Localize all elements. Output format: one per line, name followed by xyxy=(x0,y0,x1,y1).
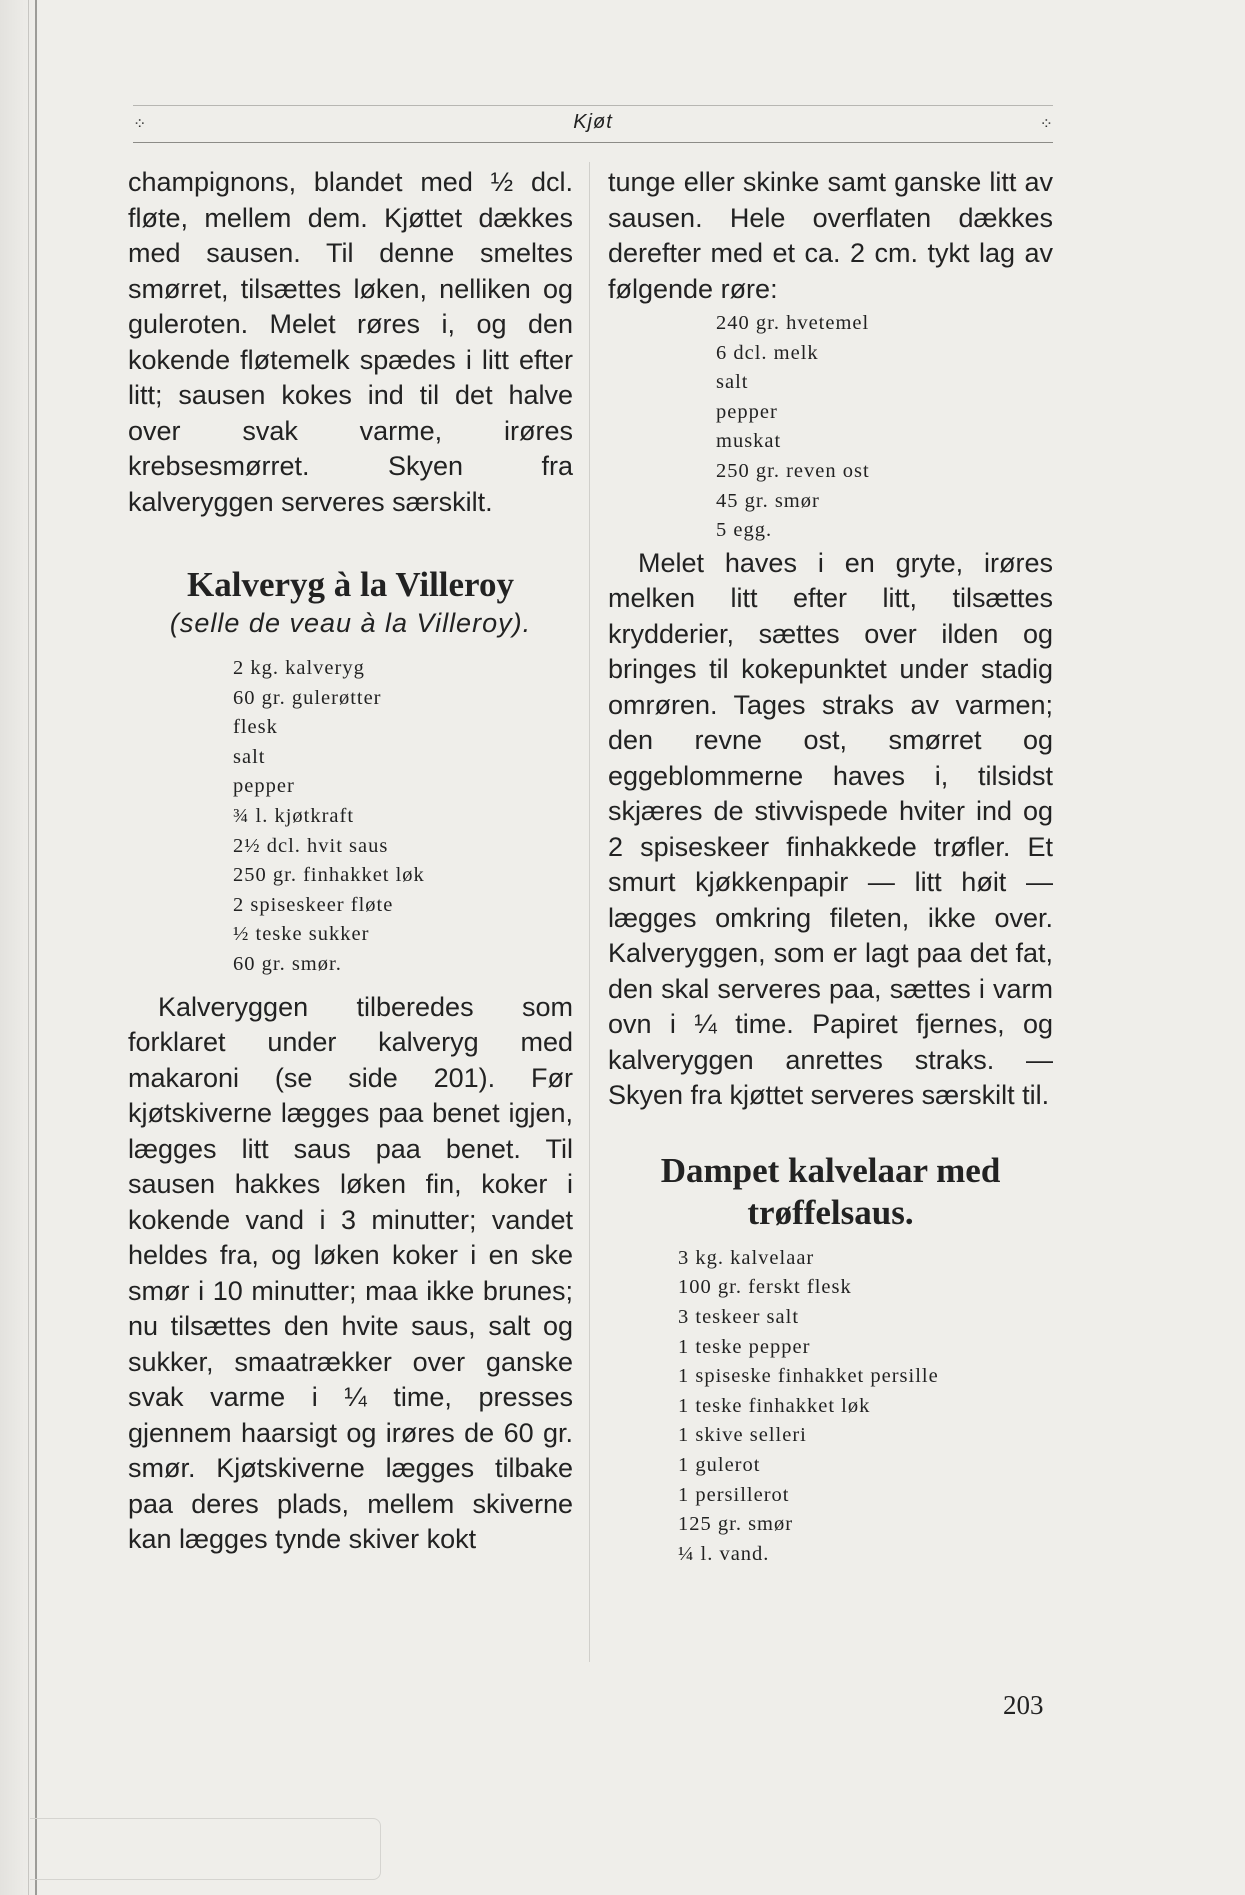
ingredient-item: 250 gr. reven ost xyxy=(716,459,870,482)
binding-shadow-line xyxy=(28,0,29,1895)
right-intro-paragraph: tunge eller skinke samt ganske litt av sausen. Hele overflaten dækkes derefter med et ca. 2 cm. tykt lag av følgende røre: xyxy=(608,167,1053,304)
ornament-right-icon: ⁘ xyxy=(1039,116,1053,133)
ingredient-item: 1 gulerot xyxy=(678,1453,761,1476)
ingredient-item: ¾ l. kjøtkraft xyxy=(233,804,355,827)
ingredient-item: 1 persillerot xyxy=(678,1483,790,1506)
ornament-left-icon: ⁘ xyxy=(133,116,147,133)
ingredient-item: muskat xyxy=(716,430,782,453)
ingredient-list xyxy=(716,309,1053,546)
ingredient-item: ¼ l. vand. xyxy=(678,1542,770,1565)
ingredient-item: ½ teske sukker xyxy=(233,923,370,946)
recipe-subtitle: (selle de veau à la Villeroy). xyxy=(169,608,532,638)
right-column xyxy=(608,165,1053,1569)
ingredient-item: 2½ dcl. hvit saus xyxy=(233,834,389,857)
binding-line xyxy=(35,0,37,1895)
binding-edge xyxy=(0,0,40,1895)
ingredient-item: 2 spiseskeer fløte xyxy=(233,893,394,916)
page-mark xyxy=(30,1818,381,1880)
ingredient-item: 3 kg. kalvelaar xyxy=(678,1246,815,1269)
page-number: 203 xyxy=(1003,1690,1044,1720)
ingredient-item: pepper xyxy=(233,775,295,798)
ingredient-item: salt xyxy=(716,371,749,394)
ingredient-item: 250 gr. finhakket løk xyxy=(233,864,425,887)
ingredient-item: 6 dcl. melk xyxy=(716,341,819,364)
ingredient-item: 45 gr. smør xyxy=(716,489,820,512)
column-divider xyxy=(589,162,590,1662)
ingredient-item: 2 kg. kalveryg xyxy=(233,657,365,679)
ingredient-item: 100 gr. ferskt flesk xyxy=(678,1276,852,1299)
running-header xyxy=(133,105,1053,143)
ingredient-item: 1 skive selleri xyxy=(678,1424,807,1447)
left-column xyxy=(128,165,573,1558)
ingredient-item: 1 teske pepper xyxy=(678,1335,811,1358)
ingredient-item: 1 spiseske finhakket persille xyxy=(678,1365,939,1388)
ingredient-item: salt xyxy=(233,745,266,768)
ingredient-list xyxy=(678,1244,1053,1570)
ingredient-item: 1 teske finhakket løk xyxy=(678,1394,871,1417)
ingredient-item: 60 gr. gulerøtter xyxy=(233,686,382,709)
left-intro-paragraph: champignons, blandet med ½ dcl. fløte, mellem dem. Kjøttet dækkes med sausen. Til denne smeltes smørret, tilsættes løken, nelliken og guleroten. Melet røres i, og den kokende fløtemelk spædes i litt efter litt; sausen kokes ind til det halve over svak varme, irøres krebsesmørret. Skyen fra kalveryggen serveres særskilt. xyxy=(128,167,573,517)
ingredient-item: 3 teskeer salt xyxy=(678,1305,800,1328)
ingredient-item: 240 gr. hvetemel xyxy=(716,312,870,334)
ingredient-item: pepper xyxy=(716,400,778,423)
recipe2-title: Dampet kalvelaar med trøffelsaus. xyxy=(660,1150,1001,1232)
right-method-paragraph: Melet haves i en gryte, irøres melken litt efter litt, tilsættes krydderier, sættes over ilden og bringes til kokepunktet under stadig omrøren. Tages straks av varmen; den revne ost, smørret og eggeblommerne haves i, tilsidst skjæres de stivvispede hviter ind og 2 spiseskeer finhakkede trøfler. Et smurt kjøkkenpapir — litt høit — lægges omkring fileten, ikke over. Kalveryggen, som er lagt paa det fat, den skal serveres paa, sættes i varm ovn i ¼ time. Papiret fjernes, og kalveryggen anrettes straks. — Skyen fra kjøttet serveres særskilt til. xyxy=(608,547,1053,1111)
recipe-title: Kalveryg à la Villeroy xyxy=(187,565,514,604)
ingredient-item: 60 gr. smør. xyxy=(233,952,342,975)
ingredient-list xyxy=(233,654,573,980)
running-header-title: Kjøt xyxy=(573,111,613,133)
ingredient-item: 125 gr. smør xyxy=(678,1513,794,1536)
ingredient-item: flesk xyxy=(233,716,278,739)
ingredient-item: 5 egg. xyxy=(716,519,773,542)
left-method-paragraph: Kalveryggen tilberedes som forklaret under kalveryg med makaroni (se side 201). Før kjøtskiverne lægges paa benet igjen, lægges litt saus paa benet. Til sausen hakkes løken fin, koker i kokende vand i 3 minutter; vandet heldes fra, og løken koker i en ske smør i 10 minutter; maa ikke brunes; nu tilsættes den hvite saus, salt og sukker, smaatrækker over ganske svak varme i ¼ time, presses gjennem haarsigt og irøres de 60 gr. smør. Kjøtskiverne lægges tilbake paa deres plads, mellem skiverne kan lægges tynde skiver kokt xyxy=(128,991,573,1555)
